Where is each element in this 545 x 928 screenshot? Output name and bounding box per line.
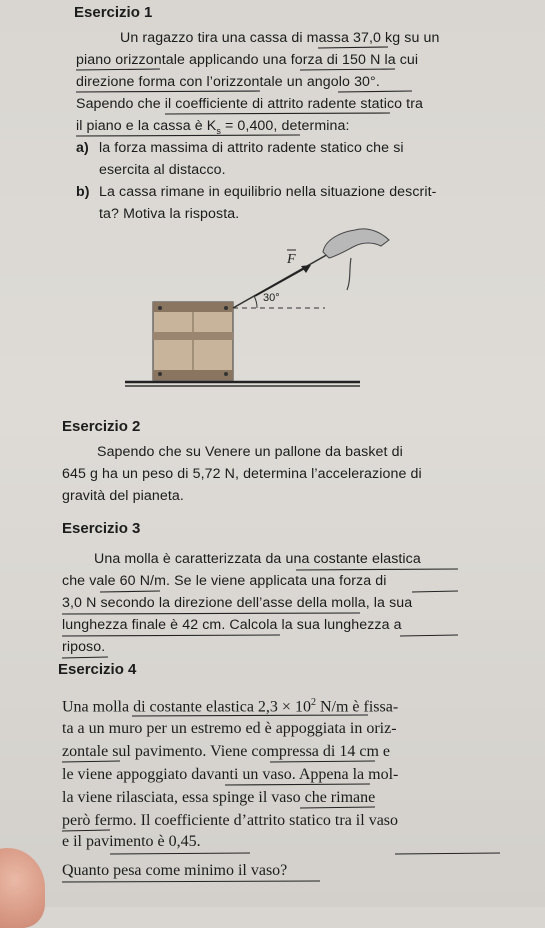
underline-mark [338, 91, 412, 92]
underline-mark [225, 784, 370, 785]
exercise-4-line-1-end: N/m è fissa- [315, 698, 399, 716]
exercise-4-line-4: le viene appoggiato davanti un vaso. Appena la mol- [62, 766, 399, 783]
exercise-1-line-5-end: = 0,400, determina: [220, 118, 350, 134]
exercise-3-line-2: che vale 60 N/m. Se le viene applicata una forza di [62, 573, 387, 589]
underline-mark [62, 657, 108, 658]
underline-mark [76, 69, 160, 70]
exercise-3-title: Esercizio 3 [62, 520, 141, 537]
underline-mark [110, 853, 250, 854]
exercise-2-line-1: Sapendo che su Venere un pallone da basket di [97, 444, 403, 460]
exercise-3-line-4: lunghezza finale è 42 cm. Calcola la sua lunghezza a [62, 617, 402, 633]
underline-mark [62, 830, 110, 831]
angle-label: 30° [263, 292, 280, 304]
exercise-4-title: Esercizio 4 [58, 661, 137, 678]
underline-mark [76, 135, 300, 136]
underline-mark [62, 761, 120, 762]
exercise-1-line-1: Un ragazzo tira una cassa di massa 37,0 kg su un [120, 30, 440, 46]
exercise-1-line-3: direzione forma con l’orizzontale un angolo 30°. [76, 74, 380, 90]
underline-mark [76, 91, 260, 92]
exercise-2-line-3: gravità del pianeta. [62, 488, 184, 504]
exercise-4-exponent: 2 [310, 697, 316, 708]
exercise-4-question: Quanto pesa come minimo il vaso? [62, 862, 288, 879]
underline-mark [100, 591, 160, 592]
underline-mark [296, 569, 458, 570]
exercise-4-line-3: zontale sul pavimento. Viene compressa di 14 cm e [62, 743, 390, 760]
exercise-1-item-a-line-1: la forza massima di attrito radente statico che si [99, 140, 404, 156]
exercise-3-line-1: Una molla è caratterizzata da una costante elastica [94, 551, 421, 567]
underline-mark [300, 807, 375, 808]
exercise-2-title: Esercizio 2 [62, 418, 141, 435]
underline-mark [62, 881, 320, 882]
exercise-1-item-a-line-2: esercita al distacco. [99, 162, 226, 178]
exercise-1-title: Esercizio 1 [74, 4, 153, 21]
exercise-1-item-a-marker: a) [76, 140, 89, 156]
exercise-2-line-2: 645 g ha un peso di 5,72 N, determina l’accelerazione di [62, 466, 422, 482]
exercise-4-line-7: e il pavimento è 0,45. [62, 833, 201, 850]
exercise-3-line-5: riposo. [62, 639, 106, 655]
exercise-1-item-b-line-2: ta? Motiva la risposta. [99, 206, 240, 222]
underline-mark [300, 69, 395, 70]
exercise-4-line-5: la viene rilasciata, essa spinge il vaso che rimane [62, 789, 376, 806]
exercise-1-line-5-text: il piano e la cassa è K [76, 118, 217, 134]
underline-mark [318, 47, 388, 48]
exercise-3-line-3: 3,0 N secondo la direzione dell’asse della molla, la sua [62, 595, 413, 611]
exercise-1-line-2: piano orizzontale applicando una forza di 150 N la cui [76, 52, 419, 68]
underline-mark [395, 853, 500, 854]
exercise-4-line-2: ta a un muro per un estremo ed è appoggiata in oriz- [62, 720, 397, 737]
underline-mark [62, 635, 280, 636]
exercise-4-line-6: però fermo. Il coefficiente d’attrito statico tra il vaso [62, 812, 399, 829]
exercise-1-item-b-marker: b) [76, 184, 90, 200]
exercise-1-ks-subscript: s [216, 125, 221, 136]
underline-mark [165, 113, 390, 114]
exercise-1-line-4: Sapendo che il coefficiente di attrito radente statico tra [76, 96, 424, 112]
underline-mark [270, 761, 375, 762]
force-label: F [287, 252, 296, 267]
exercise-1-item-b-line-1: La cassa rimane in equilibrio nella situazione descrit- [99, 184, 437, 200]
underline-mark [62, 613, 360, 614]
underline-mark [412, 591, 458, 592]
underline-mark [132, 715, 368, 716]
exercise-4-line-1-text: Una molla di costante elastica 2,3 × 10 [62, 698, 311, 716]
underline-mark [400, 635, 458, 636]
